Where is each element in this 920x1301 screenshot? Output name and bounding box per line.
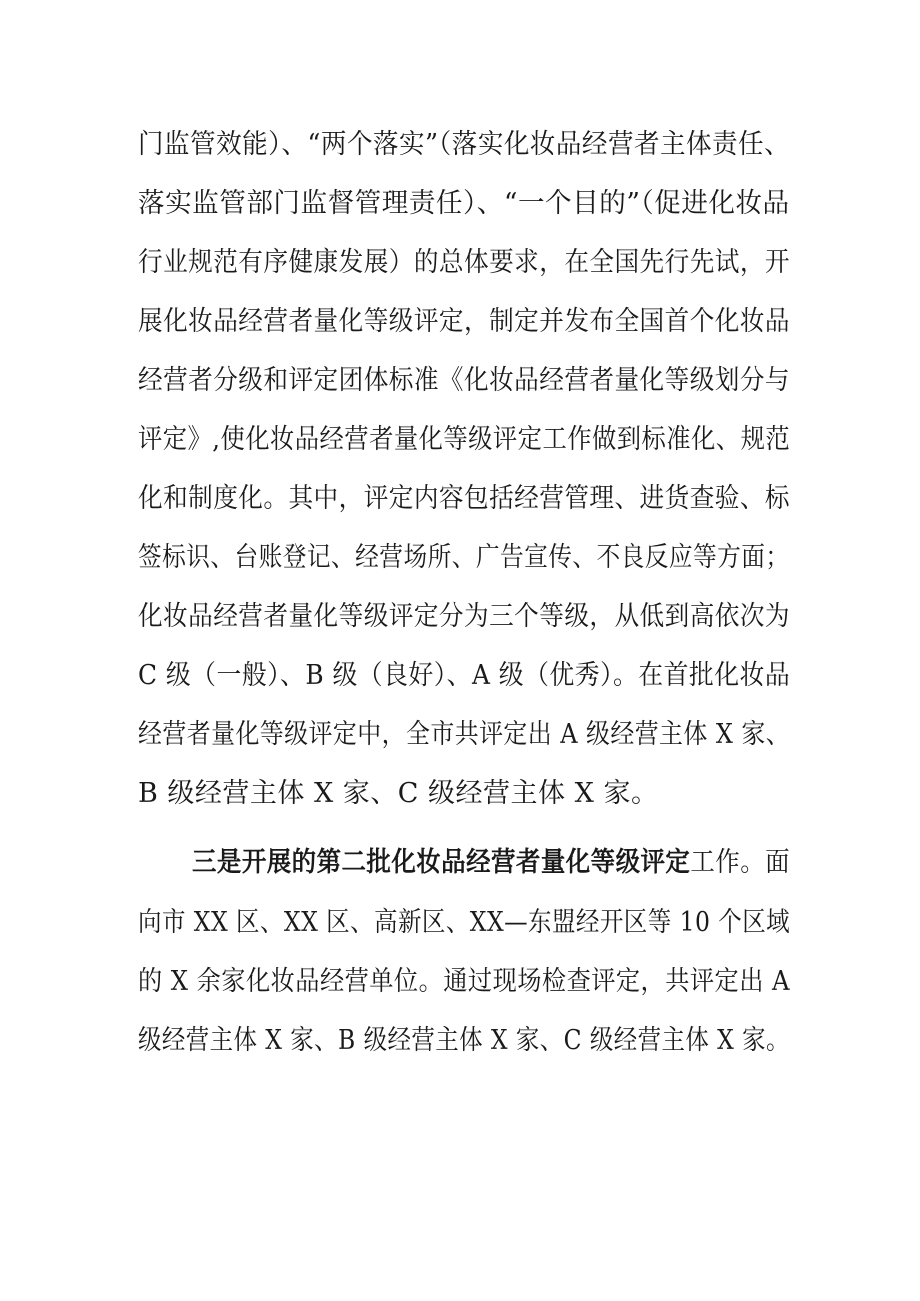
paragraph-2-first-line-rest: 工作。面 [690,847,791,878]
paragraph-1-line: 经营者分级和评定团体标准《化妆品经营者量化等级划分与 [138,365,791,396]
paragraph-2-heading: 三是开展的第二批化妆品经营者量化等级评定 [192,847,691,878]
paragraph-1-line: C 级（一般）、B 级（良好）、A 级（优秀）。在首批化妆品 [138,660,791,691]
paragraph-1-line: 展化妆品经营者量化等级评定，制定并发布全国首个化妆品 [138,306,791,337]
paragraph-2-line: 级经营主体 X 家、B 级经营主体 X 家、C 级经营主体 X 家。 [138,1025,790,1056]
paragraph-1-line: 行业规范有序健康发展）的总体要求，在全国先行先试，开 [138,247,791,278]
paragraph-2-line: 的 X 余家化妆品经营单位。通过现场检查评定，共评定出 A [138,966,790,997]
paragraph-1-line: 经营者量化等级评定中，全市共评定出 A 级经营主体 X 家、 [138,719,791,750]
paragraph-1-line: 落实监管部门监督管理责任）、“一个目的”（促进化妆品 [138,188,790,219]
paragraph-1-line: B 级经营主体 X 家、C 级经营主体 X 家。 [138,778,659,809]
paragraph-1-line: 签标识、台账登记、经营场所、广告宣传、不良反应等方面； [138,542,790,573]
paragraph-1-line: 化妆品经营者量化等级评定分为三个等级，从低到高依次为 [138,601,791,632]
paragraph-1-line: 评定》,使化妆品经营者量化等级评定工作做到标准化、规范 [138,424,791,455]
paragraph-2-first-line [192,846,790,880]
paragraph-1-line: 化和制度化。其中，评定内容包括经营管理、进货查验、标 [138,483,791,514]
paragraph-1-line: 门监管效能）、“两个落实”（落实化妆品经营者主体责任、 [138,129,791,160]
paragraph-2-line: 向市 XX 区、XX 区、高新区、XX—东盟经开区等 10 个区域 [138,907,791,938]
